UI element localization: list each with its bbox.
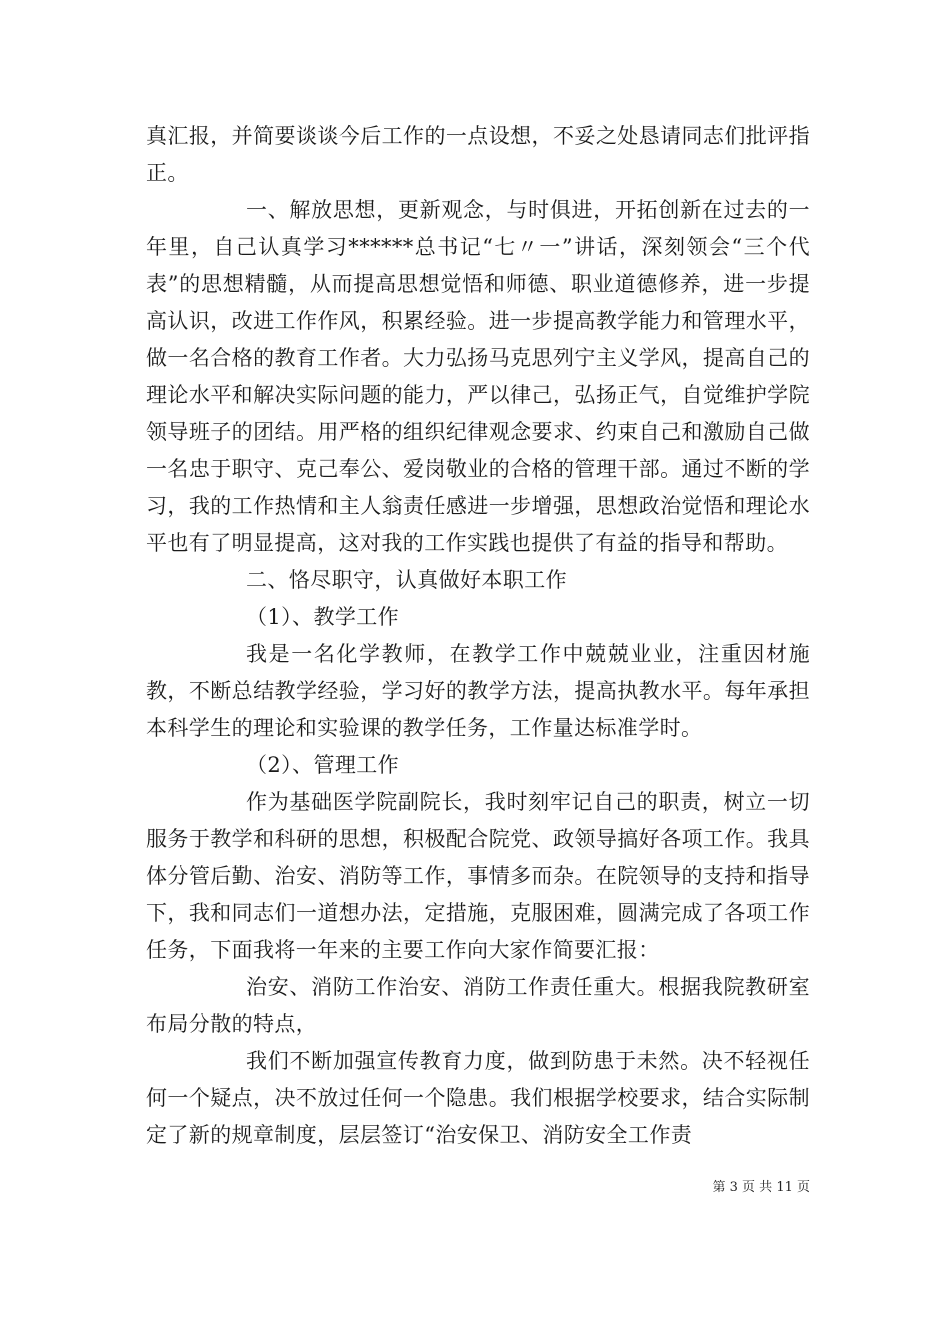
paragraph-prevention: 我们不断加强宣传教育力度，做到防患于未然。决不轻视任何一个疑点，决不放过任何一个隐患。我们根据学校要求，结合实际制定了新的规章制度，层层签订“治安保卫、消防安全工作责 [146, 1049, 810, 1147]
subheading-teaching-work: （1）、教学工作 [246, 605, 400, 629]
paragraph-report-intro: 真汇报，并简要谈谈今后工作的一点设想，不妥之处恳请同志们批评指正。 [146, 124, 810, 185]
paragraph-teaching-work: 我是一名化学教师，在教学工作中兢兢业业，注重因材施教，不断总结教学经验，学习好的教学方法，提高执教水平。每年承担本科学生的理论和实验课的教学任务，工作量达标准学时。 [146, 642, 810, 740]
document-body [146, 118, 810, 1154]
paragraph-section-one: 一、解放思想，更新观念，与时俱进，开拓创新在过去的一年里，自己认真学习******总书记“七〃一”讲话，深刻领会“三个代表”的思想精髓，从而提高思想觉悟和师德、职业道德修养，进一步提高认识，改进工作作风，积累经验。进一步提高教学能力和管理水平，做一名合格的教育工作者。大力弘扬马克思列宁主义学风，提高自己的理论水平和解决实际问题的能力，严以律己，弘扬正气，自觉维护学院领导班子的团结。用严格的组织纪律观念要求、约束自己和激励自己做一名忠于职守、克己奉公、爱岗敬业的合格的管理干部。通过不断的学习，我的工作热情和主人翁责任感进一步增强，思想政治觉悟和理论水平也有了明显提高，这对我的工作实践也提供了有益的指导和帮助。 [146, 198, 810, 555]
heading-section-two: 二、恪尽职守，认真做好本职工作 [246, 568, 567, 592]
page-number-footer: 第 3 页 共 11 页 [712, 1180, 810, 1195]
paragraph-security-fire: 治安、消防工作治安、消防工作责任重大。根据我院教研室布局分散的特点， [146, 975, 810, 1036]
paragraph-management-work: 作为基础医学院副院长，我时刻牢记自己的职责，树立一切服务于教学和科研的思想，积极配合院党、政领导搞好各项工作。我具体分管后勤、治安、消防等工作，事情多而杂。在院领导的支持和指导下，我和同志们一道想办法，定措施，克服困难，圆满完成了各项工作任务，下面我将一年来的主要工作向大家作简要汇报： [146, 790, 810, 962]
subheading-management-work: （2）、管理工作 [246, 753, 400, 777]
